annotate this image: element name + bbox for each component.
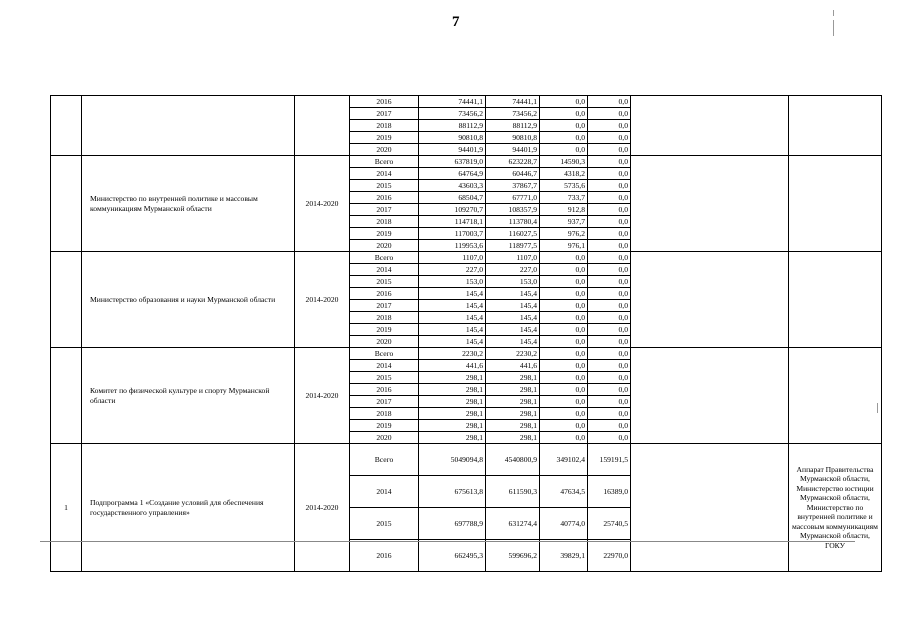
value-cell: 14590,3 — [540, 156, 588, 168]
period-cell: 2014-2020 — [295, 348, 350, 444]
year-cell: 2014 — [350, 264, 419, 276]
value-cell: 118977,5 — [486, 240, 540, 252]
value-cell: 16389,0 — [588, 476, 631, 508]
value-cell: 47634,5 — [540, 476, 588, 508]
value-cell: 0,0 — [588, 132, 631, 144]
executors-cell: Аппарат Правительства Мурманской области, Министерство юстиции Мурманской области, Министерство по внутренней политике и массовым коммуникациям Мурманской области, ГОКУ — [789, 444, 882, 572]
table-row — [51, 156, 882, 168]
period-cell: 2014-2020 — [295, 444, 350, 572]
value-cell: 441,6 — [486, 360, 540, 372]
total-cell: 90810,8 — [419, 132, 486, 144]
value-cell: 349102,4 — [540, 444, 588, 476]
year-cell: 2016 — [350, 384, 419, 396]
blank-cell — [631, 156, 789, 252]
value-cell: 0,0 — [540, 324, 588, 336]
value-cell: 0,0 — [540, 396, 588, 408]
value-cell: 40774,0 — [540, 508, 588, 540]
value-cell: 0,0 — [588, 312, 631, 324]
value-cell: 976,1 — [540, 240, 588, 252]
year-cell: Всего — [350, 252, 419, 264]
value-cell: 0,0 — [540, 336, 588, 348]
year-cell: 2016 — [350, 288, 419, 300]
value-cell: 145,4 — [486, 312, 540, 324]
value-cell: 159191,5 — [588, 444, 631, 476]
value-cell: 0,0 — [540, 408, 588, 420]
year-cell: 2016 — [350, 540, 419, 572]
total-cell: 637819,0 — [419, 156, 486, 168]
executor-name-cell: Комитет по физической культуре и спорту Мурманской области — [82, 348, 295, 444]
total-cell: 109270,7 — [419, 204, 486, 216]
value-cell: 298,1 — [486, 408, 540, 420]
value-cell: 88112,9 — [486, 120, 540, 132]
total-cell: 145,4 — [419, 288, 486, 300]
period-cell: 2014-2020 — [295, 156, 350, 252]
value-cell: 0,0 — [588, 216, 631, 228]
value-cell: 298,1 — [486, 384, 540, 396]
value-cell: 298,1 — [486, 432, 540, 444]
total-cell: 145,4 — [419, 312, 486, 324]
period-cell — [295, 96, 350, 156]
value-cell: 0,0 — [588, 180, 631, 192]
value-cell: 0,0 — [588, 276, 631, 288]
year-cell: 2018 — [350, 408, 419, 420]
year-cell: 2014 — [350, 360, 419, 372]
bottom-rule — [40, 541, 855, 542]
value-cell: 5735,6 — [540, 180, 588, 192]
total-cell: 68504,7 — [419, 192, 486, 204]
value-cell: 227,0 — [486, 264, 540, 276]
value-cell: 733,7 — [540, 192, 588, 204]
subprogram-name-cell: Подпрограмма 1 «Создание условий для обеспечения государственного управления» — [82, 444, 295, 572]
year-cell: 2017 — [350, 204, 419, 216]
total-cell: 662495,3 — [419, 540, 486, 572]
year-cell: 2017 — [350, 396, 419, 408]
blank-cell — [631, 444, 789, 572]
value-cell: 0,0 — [588, 372, 631, 384]
value-cell: 912,8 — [540, 204, 588, 216]
year-cell: 2016 — [350, 96, 419, 108]
blank-cell — [631, 348, 789, 444]
value-cell: 0,0 — [588, 252, 631, 264]
year-cell: 2018 — [350, 312, 419, 324]
value-cell: 298,1 — [486, 372, 540, 384]
value-cell: 0,0 — [588, 408, 631, 420]
year-cell: 2020 — [350, 336, 419, 348]
year-cell: Всего — [350, 444, 419, 476]
value-cell: 145,4 — [486, 288, 540, 300]
year-cell: 2020 — [350, 240, 419, 252]
year-cell: 2019 — [350, 228, 419, 240]
value-cell: 116027,5 — [486, 228, 540, 240]
value-cell: 0,0 — [588, 420, 631, 432]
year-cell: 2020 — [350, 144, 419, 156]
total-cell: 145,4 — [419, 336, 486, 348]
value-cell: 0,0 — [540, 348, 588, 360]
value-cell: 145,4 — [486, 300, 540, 312]
value-cell: 0,0 — [540, 372, 588, 384]
row-number-cell — [51, 252, 82, 348]
year-cell: Всего — [350, 348, 419, 360]
value-cell: 4318,2 — [540, 168, 588, 180]
value-cell: 39829,1 — [540, 540, 588, 572]
total-cell: 298,1 — [419, 372, 486, 384]
year-cell: 2015 — [350, 508, 419, 540]
total-cell: 675613,8 — [419, 476, 486, 508]
total-cell: 298,1 — [419, 408, 486, 420]
value-cell: 976,2 — [540, 228, 588, 240]
executors-cell — [789, 252, 882, 348]
row-number-cell — [51, 156, 82, 252]
row-number-cell — [51, 348, 82, 444]
value-cell: 73456,2 — [486, 108, 540, 120]
value-cell: 631274,4 — [486, 508, 540, 540]
value-cell: 0,0 — [588, 108, 631, 120]
total-cell: 43603,3 — [419, 180, 486, 192]
value-cell: 22970,0 — [588, 540, 631, 572]
value-cell: 0,0 — [540, 264, 588, 276]
value-cell: 0,0 — [588, 360, 631, 372]
value-cell: 145,4 — [486, 336, 540, 348]
total-cell: 2230,2 — [419, 348, 486, 360]
value-cell: 67771,0 — [486, 192, 540, 204]
period-cell: 2014-2020 — [295, 252, 350, 348]
value-cell: 937,7 — [540, 216, 588, 228]
executor-name-cell — [82, 96, 295, 156]
year-cell: 2017 — [350, 108, 419, 120]
year-cell: 2015 — [350, 276, 419, 288]
value-cell: 0,0 — [588, 384, 631, 396]
scan-speck — [833, 10, 834, 16]
value-cell: 94401,9 — [486, 144, 540, 156]
value-cell: 0,0 — [540, 132, 588, 144]
total-cell: 227,0 — [419, 264, 486, 276]
value-cell: 0,0 — [540, 432, 588, 444]
total-cell: 441,6 — [419, 360, 486, 372]
executor-name-cell: Министерство образования и науки Мурманской области — [82, 252, 295, 348]
total-cell: 145,4 — [419, 324, 486, 336]
value-cell: 0,0 — [588, 240, 631, 252]
value-cell: 0,0 — [540, 288, 588, 300]
value-cell: 0,0 — [588, 156, 631, 168]
total-cell: 117003,7 — [419, 228, 486, 240]
value-cell: 0,0 — [540, 300, 588, 312]
total-cell: 697788,9 — [419, 508, 486, 540]
total-cell: 88112,9 — [419, 120, 486, 132]
value-cell: 0,0 — [540, 360, 588, 372]
year-cell: 2014 — [350, 168, 419, 180]
value-cell: 0,0 — [588, 432, 631, 444]
blank-cell — [631, 252, 789, 348]
total-cell: 145,4 — [419, 300, 486, 312]
value-cell: 599696,2 — [486, 540, 540, 572]
value-cell: 0,0 — [588, 264, 631, 276]
executors-cell — [789, 156, 882, 252]
value-cell: 0,0 — [540, 96, 588, 108]
total-cell: 64764,9 — [419, 168, 486, 180]
value-cell: 0,0 — [588, 204, 631, 216]
value-cell: 0,0 — [588, 324, 631, 336]
value-cell: 298,1 — [486, 396, 540, 408]
value-cell: 0,0 — [540, 108, 588, 120]
value-cell: 0,0 — [588, 300, 631, 312]
value-cell: 0,0 — [588, 120, 631, 132]
total-cell: 298,1 — [419, 420, 486, 432]
value-cell: 0,0 — [588, 144, 631, 156]
total-cell: 298,1 — [419, 396, 486, 408]
total-cell: 298,1 — [419, 384, 486, 396]
scan-speck — [877, 403, 878, 413]
value-cell: 0,0 — [540, 384, 588, 396]
executors-cell — [789, 348, 882, 444]
year-cell: 2019 — [350, 420, 419, 432]
value-cell: 611590,3 — [486, 476, 540, 508]
total-cell: 94401,9 — [419, 144, 486, 156]
year-cell: 2015 — [350, 180, 419, 192]
scan-speck — [833, 20, 834, 36]
table-row — [51, 348, 882, 360]
table-row — [51, 96, 882, 108]
value-cell: 153,0 — [486, 276, 540, 288]
value-cell: 25740,5 — [588, 508, 631, 540]
executors-cell — [789, 96, 882, 156]
value-cell: 60446,7 — [486, 168, 540, 180]
total-cell: 119953,6 — [419, 240, 486, 252]
value-cell: 0,0 — [588, 336, 631, 348]
year-cell: 2019 — [350, 324, 419, 336]
total-cell: 73456,2 — [419, 108, 486, 120]
total-cell: 114718,1 — [419, 216, 486, 228]
value-cell: 0,0 — [540, 144, 588, 156]
year-cell: 2019 — [350, 132, 419, 144]
value-cell: 145,4 — [486, 324, 540, 336]
budget-table — [50, 95, 882, 572]
year-cell: 2018 — [350, 216, 419, 228]
value-cell: 0,0 — [540, 120, 588, 132]
row-number-cell: 1 — [51, 444, 82, 572]
total-cell: 1107,0 — [419, 252, 486, 264]
value-cell: 0,0 — [588, 348, 631, 360]
year-cell: 2018 — [350, 120, 419, 132]
value-cell: 0,0 — [588, 396, 631, 408]
value-cell: 74441,1 — [486, 96, 540, 108]
value-cell: 0,0 — [540, 276, 588, 288]
value-cell: 298,1 — [486, 420, 540, 432]
value-cell: 0,0 — [540, 312, 588, 324]
year-cell: 2015 — [350, 372, 419, 384]
value-cell: 1107,0 — [486, 252, 540, 264]
row-number-cell — [51, 96, 82, 156]
table-row — [51, 444, 882, 476]
value-cell: 0,0 — [540, 420, 588, 432]
executor-name-cell: Министерство по внутренней политике и массовым коммуникациям Мурманской области — [82, 156, 295, 252]
year-cell: Всего — [350, 156, 419, 168]
value-cell: 37867,7 — [486, 180, 540, 192]
value-cell: 2230,2 — [486, 348, 540, 360]
value-cell: 108357,9 — [486, 204, 540, 216]
value-cell: 0,0 — [588, 192, 631, 204]
value-cell: 0,0 — [588, 228, 631, 240]
total-cell: 74441,1 — [419, 96, 486, 108]
year-cell: 2014 — [350, 476, 419, 508]
year-cell: 2020 — [350, 432, 419, 444]
value-cell: 90810,8 — [486, 132, 540, 144]
value-cell: 623228,7 — [486, 156, 540, 168]
value-cell: 4540800,9 — [486, 444, 540, 476]
total-cell: 5049094,8 — [419, 444, 486, 476]
value-cell: 0,0 — [540, 252, 588, 264]
blank-cell — [631, 96, 789, 156]
table-row — [51, 252, 882, 264]
year-cell: 2016 — [350, 192, 419, 204]
page-number: 7 — [452, 14, 460, 30]
total-cell: 298,1 — [419, 432, 486, 444]
value-cell: 0,0 — [588, 288, 631, 300]
value-cell: 113780,4 — [486, 216, 540, 228]
value-cell: 0,0 — [588, 96, 631, 108]
value-cell: 0,0 — [588, 168, 631, 180]
total-cell: 153,0 — [419, 276, 486, 288]
year-cell: 2017 — [350, 300, 419, 312]
